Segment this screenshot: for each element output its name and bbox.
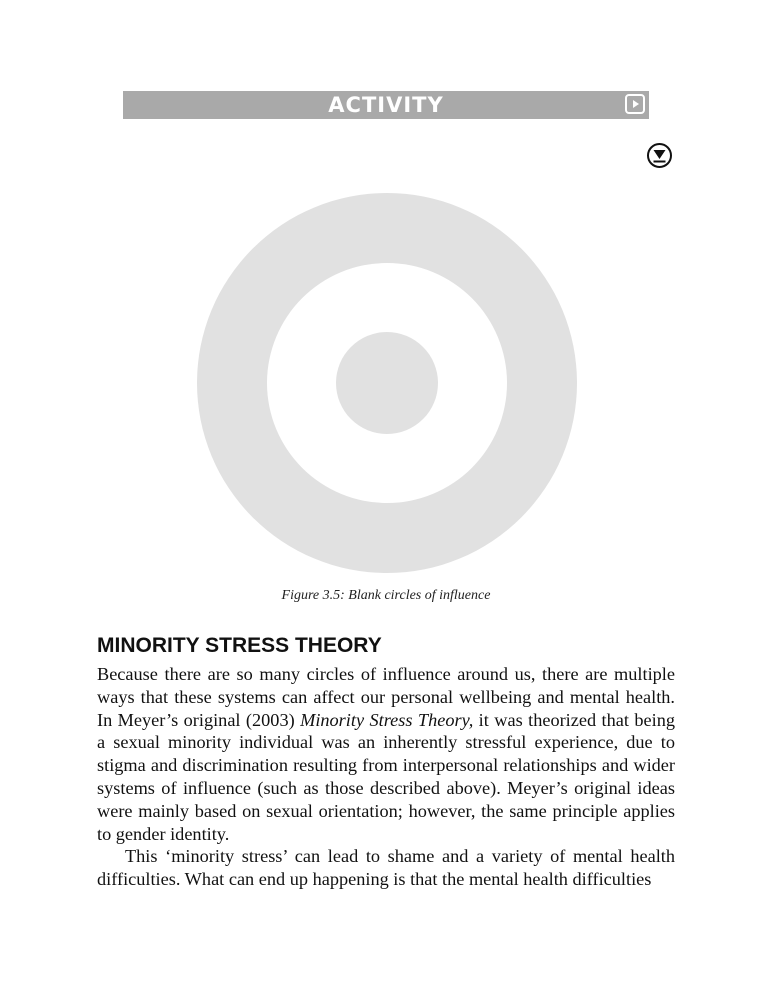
play-icon[interactable]	[625, 94, 645, 114]
theory-title: Minority Stress Theory,	[300, 709, 474, 730]
paragraph-1-part-b: it was theorized that being a sexual minority individual was an inherently stressful experience, due to stigma and discrimination resulting from interpersonal relationships and wider systems of influence (such as those described above). Meyer’s original ideas were mainly based on sexual orientation; however, the same principle applies to gender identity.	[97, 709, 675, 844]
body-text	[97, 663, 675, 891]
figure-caption: Figure 3.5: Blank circles of influence	[281, 588, 491, 603]
paragraph-2: This ‘minority stress’ can lead to shame and a variety of mental health difficulties. What can end up happening is that the mental health difficulties	[97, 846, 675, 890]
circles-of-influence-figure	[197, 193, 577, 573]
section-heading: MINORITY STRESS THEORY	[97, 634, 382, 657]
activity-title: ACTIVITY	[328, 93, 444, 117]
inner-circle	[336, 332, 438, 434]
paragraph-1-part-a: Because there are so many circles of influence around us, there are multiple ways that these systems can affect our personal wellbeing and mental health. In Meyer’s original (2003)	[97, 664, 675, 730]
chevron-down-circle-icon[interactable]	[646, 142, 673, 169]
activity-banner	[123, 91, 649, 119]
paragraph-1	[97, 663, 675, 845]
